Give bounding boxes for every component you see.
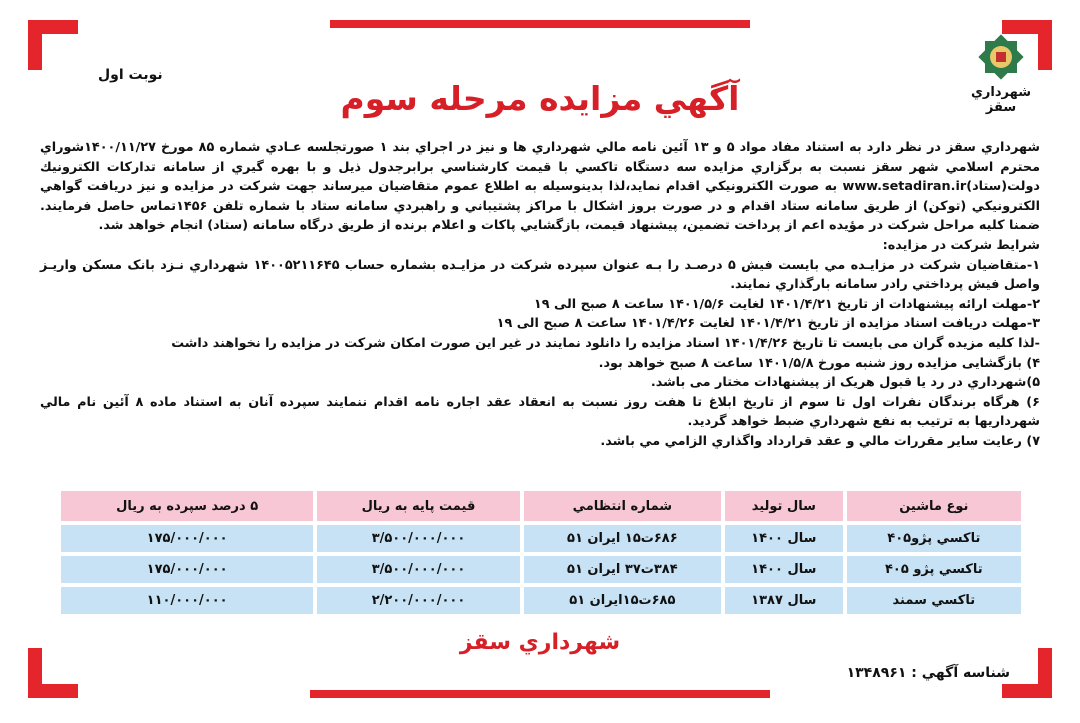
condition-item: ۱-متقاضيان شركت در مزايـده مي بايست فيش ۵ درصـد را بـه عنوان سپرده شركت در مزايـده بشماره حساب ۱۴۰۰۵۲۱۱۶۴۵ شهرداري نـزد بانک مسكن واريـز واصل فيش پرداختي رادر سامانه بارگذاري نمايند. bbox=[40, 257, 1041, 293]
condition-item: ۴) بازگشايی مزايده روز شنبه مورخ ۱۴۰۱/۵/۸ ساعت ۸ صبح خواهد بود. bbox=[598, 355, 1040, 371]
table-row bbox=[61, 587, 1021, 614]
conditions-title: شرايط شركت در مزايده: bbox=[882, 237, 1040, 253]
announcement-body bbox=[40, 138, 1040, 452]
table-cell: تاكسي پژو ۴۰۵ bbox=[847, 556, 1021, 583]
corner-decor bbox=[1038, 20, 1052, 70]
table-cell: ۳۸۴ت۳۷ ايران ۵۱ bbox=[524, 556, 721, 583]
condition-item: ۶) هرگاه برندگان نفرات اول تا سوم از تاريخ ابلاغ تا هفت روز نسبت به انعقاد عقد اجاره نامه اقدام ننمايند سپرده آنان به استناد ماده ۸ آئين نام مالي شهرداريها به ترتيب به نفع شهرداري ضبط خواهد گرديد. bbox=[40, 394, 1040, 430]
table-cell: سال ۱۴۰۰ bbox=[725, 525, 843, 552]
table-cell: ۶۸۶ت۱۵ ايران ۵۱ bbox=[524, 525, 721, 552]
table-header-row bbox=[61, 491, 1021, 521]
condition-item: ۷) رعايت ساير مقررات مالي و عقد قرارداد واگذاري الزامي مي باشد. bbox=[600, 433, 1040, 449]
table-row bbox=[61, 556, 1021, 583]
column-header: شماره انتظامي bbox=[524, 491, 721, 521]
table-cell: سال ۱۳۸۷ bbox=[725, 587, 843, 614]
table-cell: تاكسي پژو۴۰۵ bbox=[847, 525, 1021, 552]
round-label: نوبت اول bbox=[98, 67, 163, 83]
condition-item: -لذا كليه مزيده گران می بايست تا تاريخ ۱۴۰۱/۴/۲۶ اسناد مزايده را دانلود نمايند در غير اين صورت امكان شركت در مزايده را نخواهند داشت bbox=[171, 335, 1040, 351]
column-header: نوع ماشين bbox=[847, 491, 1021, 521]
table-row bbox=[61, 525, 1021, 552]
table-cell: سال ۱۴۰۰ bbox=[725, 556, 843, 583]
table-cell: ۳/۵۰۰/۰۰۰/۰۰۰ bbox=[317, 525, 520, 552]
table-cell: ۱۱۰/۰۰۰/۰۰۰ bbox=[61, 587, 313, 614]
page-title: آگهي مزايده مرحله سوم bbox=[340, 79, 740, 118]
column-header: قيمت پايه به ريال bbox=[317, 491, 520, 521]
intro-paragraph: شهرداري سقز در نظر دارد به استناد مفاد مواد ۵ و ۱۳ آئين نامه مالي شهرداري ها و نيز در اجراي بند ۱ صورتجلسه عـادي شماره ۸۵ مورخ ۱۴۰۰/۱۱/۲۷شوراي محترم اسلامي شهر سقز نسبت به برگزاري مزايده سه دستگاه تاكسي با قيمت كارشناسي برابرجدول ذيل و با بهره گيري از سامانه تداركات الكترونيك دولت(ستاد)www.setadiran.ir به صورت الكترونيكي اقدام نمايد،لذا بدينوسيله به اطلاع عموم متقاضيان ميرساند جهت شركت در مزايده و نيز دريافت گواهي الكترونيكي (توكن) از طريق سامانه ستاد اقدام و در صورت بروز اشكال با مراكز پشتيباني و راهبردي سامانه ستاد با شماره تلفن ۱۴۵۶تماس حاصل فرمايند. ضمنا كليه مراحل شركت در مؤيده اعم از پرداخت تضمين، پيشنهاد قيمت، بازگشايي پاكات و اعلام برنده از طريق درگاه سامانه (ستاد) انجام خواهد شد. bbox=[40, 140, 1040, 234]
condition-item: ۲-مهلت ارائه پيشنهادات از تاريخ ۱۴۰۱/۴/۲۱ لغايت ۱۴۰۱/۵/۶ ساعت ۸ صبح الی ۱۹ bbox=[533, 296, 1040, 312]
column-header: ۵ درصد سپرده به ريال bbox=[61, 491, 313, 521]
ad-identifier bbox=[847, 665, 1010, 681]
corner-decor bbox=[1038, 648, 1052, 698]
table-cell: ۱۷۵/۰۰۰/۰۰۰ bbox=[61, 525, 313, 552]
condition-item: ۳-مهلت دريافت اسناد مزايده از تاريخ ۱۴۰۱/۴/۲۱ لغايت ۱۴۰۱/۴/۲۶ ساعت ۸ صبح الی ۱۹ bbox=[496, 316, 1040, 332]
table-cell: ۲/۲۰۰/۰۰۰/۰۰۰ bbox=[317, 587, 520, 614]
condition-item: ۵)شهرداري در رد يا قبول هريک از پيشنهادات مختار می باشد. bbox=[650, 375, 1040, 391]
table-cell: ۳/۵۰۰/۰۰۰/۰۰۰ bbox=[317, 556, 520, 583]
footer-org-name: شهرداري سقز bbox=[459, 630, 621, 655]
table-cell: ۱۷۵/۰۰۰/۰۰۰ bbox=[61, 556, 313, 583]
org-name-label: شهرداري سقز bbox=[971, 85, 1031, 115]
vehicles-table bbox=[57, 487, 1025, 618]
ad-content bbox=[40, 25, 1040, 705]
emblem-icon bbox=[977, 33, 1025, 81]
ad-id-value: ۱۳۴۸۹۶۱ bbox=[846, 665, 907, 681]
ad-id-label: شناسه آگهي : bbox=[911, 665, 1010, 681]
table-cell: تاكسي سمند bbox=[847, 587, 1021, 614]
column-header: سال توليد bbox=[725, 491, 843, 521]
website-link[interactable]: www.setadiran.ir bbox=[842, 179, 967, 195]
table-cell: ۶۸۵ت۱۵ايران ۵۱ bbox=[524, 587, 721, 614]
